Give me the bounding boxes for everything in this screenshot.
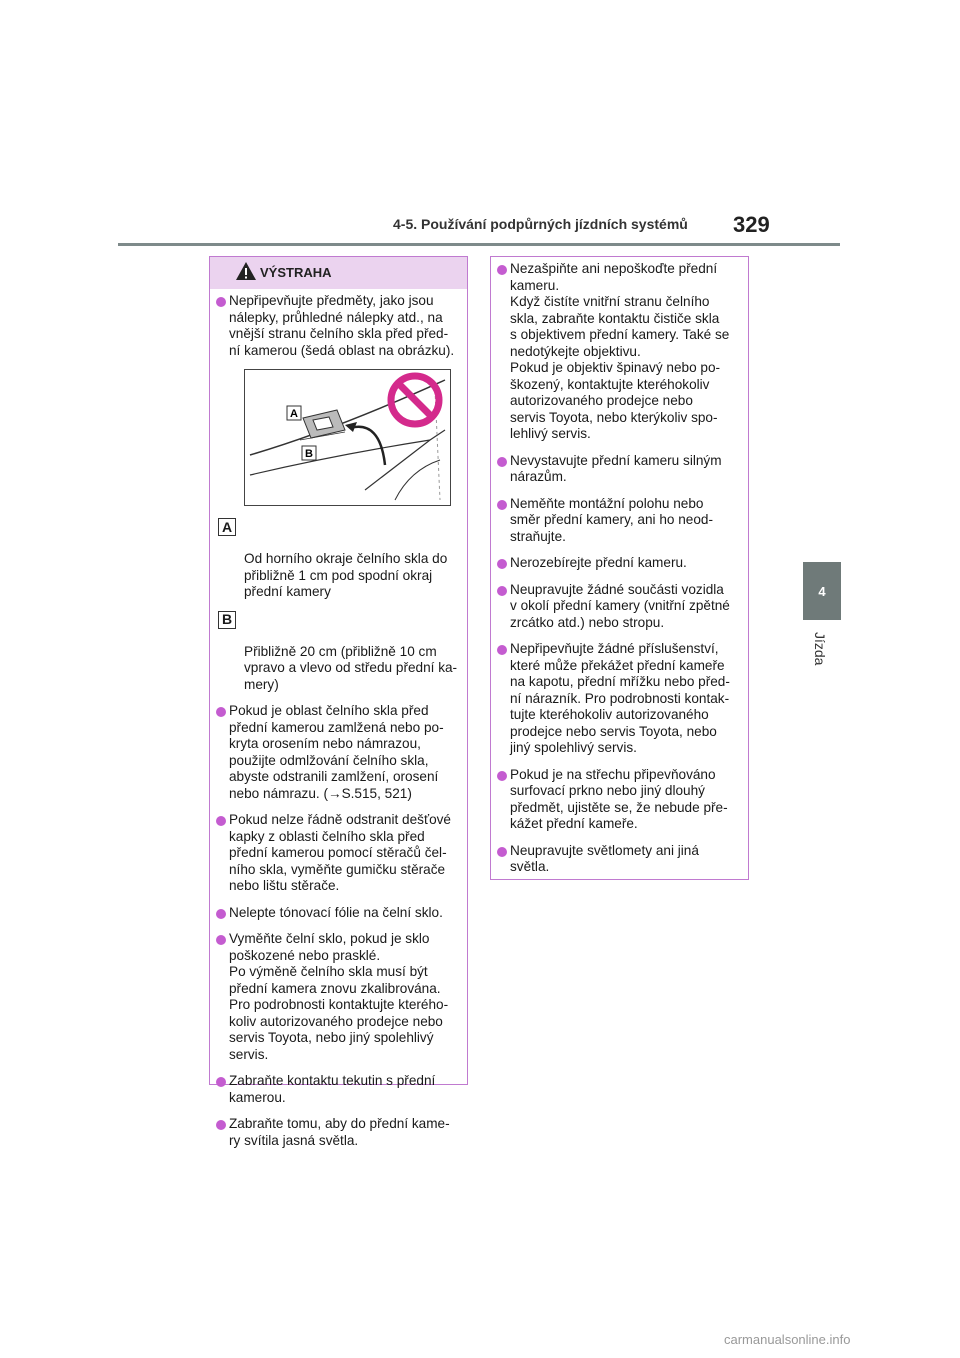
bullet-icon — [497, 265, 507, 275]
figure-label-b: B — [305, 448, 313, 460]
bullet-icon — [497, 847, 507, 857]
bullet-icon — [216, 707, 226, 717]
chapter-tab[interactable]: 4 — [803, 562, 841, 620]
windshield-figure — [244, 369, 451, 506]
list-item — [216, 812, 461, 895]
warning-header — [210, 257, 467, 289]
bullet-icon — [216, 1077, 226, 1087]
warning-title: VÝSTRAHA — [260, 265, 332, 280]
continuation-items — [491, 257, 748, 876]
list-item — [216, 703, 461, 802]
list-item — [216, 1116, 461, 1149]
bullet-icon — [216, 1120, 226, 1130]
item-text: Neupravujte světlomety ani jiná světla. — [510, 842, 699, 874]
chapter-label: Jízda — [812, 632, 828, 666]
item-text: Nelepte tónovací fólie na čelní sklo. — [229, 904, 443, 920]
list-item — [216, 931, 461, 1063]
list-item — [497, 641, 742, 757]
list-item — [497, 767, 742, 833]
warning-box — [209, 256, 468, 1148]
bullet-icon — [497, 559, 507, 569]
item-text: Zabraňte kontaktu tekutin s přední kamerou. — [229, 1073, 436, 1105]
item-text: Neměňte montážní polohu nebo směr přední kamery, ani ho neod- straňujte. — [510, 495, 713, 544]
item-text: Pokud je oblast čelního skla před přední kamerou zamlžená nebo po- kryta orosením nebo námrazou, použijte odmlžování čelního skla, abyste odstranili zamlžení, orosení nebo námrazu. (→S.515, 521) — [229, 703, 444, 801]
label-a-tag: A — [218, 518, 236, 536]
item-text: Nepřipevňujte žádné příslušenství, které může překážet přední kameře na kapotu, přední mřížku nebo před- ní nárazník. Pro podrobnosti kontak- tujte kteréhokoliv autorizovaného prodejce nebo servis Toyota, nebo jiný spolehlivý servis. — [510, 641, 730, 755]
list-item — [497, 555, 742, 572]
watermark: carmanualsonline.info — [724, 1332, 851, 1347]
bullet-icon — [497, 771, 507, 781]
label-b-text — [216, 611, 461, 694]
bullet-icon — [216, 816, 226, 826]
item-text: Zabraňte tomu, aby do přední kame- ry svítila jasná světla. — [229, 1116, 450, 1148]
label-a-text — [216, 518, 461, 601]
item-text: Nepřipevňujte předměty, jako jsou nálepky, průhledné nálepky atd., na vnější stranu čelního skla před před- ní kamerou (šedá oblast na obrázku). — [229, 293, 455, 358]
list-item — [497, 496, 742, 546]
bullet-icon — [497, 500, 507, 510]
header-rule — [118, 243, 840, 246]
item-text: Pokud je na střechu připevňováno surfovací prkno nebo jiný dlouhý předmět, ujistěte se, že nebude pře- kážet přední kameře. — [510, 766, 728, 831]
warning-triangle-icon — [235, 261, 257, 281]
list-item — [497, 261, 742, 443]
warning-items — [210, 289, 467, 1149]
item-text: Neupravujte žádné součásti vozidla v okolí přední kamery (vnitřní zpětné zrcátko atd.) nebo stropu. — [510, 581, 730, 630]
windshield-illustration — [245, 370, 450, 505]
warning-continuation-box — [490, 256, 749, 880]
label-a-desc: Od horního okraje čelního skla do přibližně 1 cm pod spodní okraj přední kamery — [244, 551, 448, 599]
list-item — [216, 905, 461, 922]
figure-label-a: A — [290, 408, 298, 420]
item-text: Nerozebírejte přední kameru. — [510, 555, 687, 570]
bullet-icon — [216, 935, 226, 945]
label-b-desc: Přibližně 20 cm (přibližně 10 cm vpravo a vlevo od středu přední ka- mery) — [244, 643, 458, 692]
page-number: 329 — [733, 212, 770, 237]
list-item — [497, 582, 742, 632]
item-text: Pokud nelze řádně odstranit dešťové kapky z oblasti čelního skla před přední kamerou pomocí stěračů čel- ního skla, vyměňte gumičku stěrače nebo lištu stěrače. — [229, 812, 451, 893]
list-item — [497, 843, 742, 876]
label-b-tag: B — [218, 611, 236, 629]
bullet-icon — [497, 457, 507, 467]
bullet-icon — [497, 645, 507, 655]
list-item — [497, 453, 742, 486]
item-text: Nezašpiňte ani nepoškoďte přední kameru. Když čistíte vnitřní stranu čelního skla, zabraňte kontaktu čističe skla s objektivem přední kamery. Také se nedotýkejte objektivu. Pokud je objektiv špinavý nebo po- škozený, kontaktujte kteréhokoliv autorizovaného prodejce nebo servis Toyota, nebo kterýkoliv spo- lehlivý servis. — [510, 261, 730, 441]
list-item — [216, 1073, 461, 1106]
section-title: 4-5. Používání podpůrných jízdních systémů — [393, 216, 688, 232]
list-item — [216, 293, 461, 359]
item-text: Nevystavujte přední kameru silným nárazům. — [510, 452, 722, 484]
bullet-icon — [216, 297, 226, 307]
item-text: Vyměňte čelní sklo, pokud je sklo poškozené nebo prasklé. Po výměně čelního skla musí být přední kamera znovu zkalibrována. Pro podrobnosti kontaktujte kterého- koliv autorizovaného prodejce nebo servis Toyota, nebo jiný spolehlivý servis. — [229, 931, 449, 1062]
bullet-icon — [216, 909, 226, 919]
bullet-icon — [497, 586, 507, 596]
